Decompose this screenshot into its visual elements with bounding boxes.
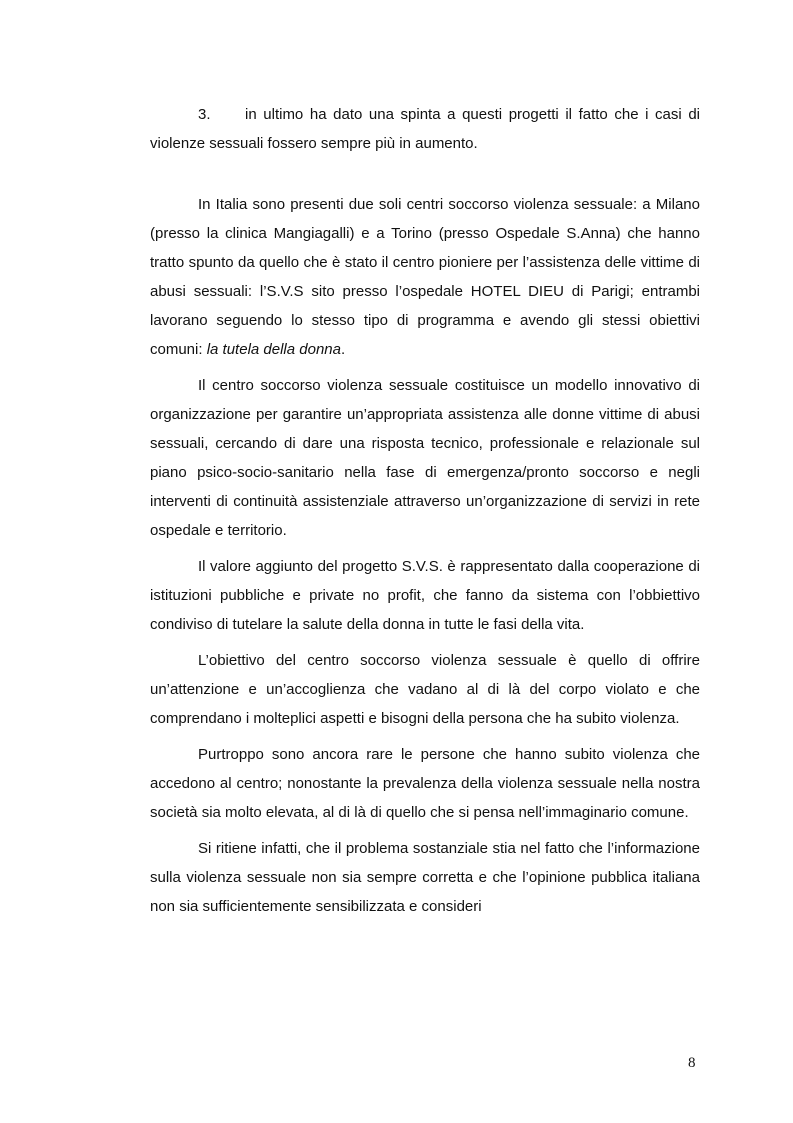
- paragraph-spacer: [150, 639, 700, 646]
- paragraph-innovative-model: Il centro soccorso violenza sessuale costituisce un modello innovativo di organizzazione per garantire un’appropriata assistenza alle donne vittime di abusi sessuali, cercando di dare una risposta tecnico, professionale e relazionale sul piano psico-socio-sanitario nella fase di emergenza/pronto soccorso e negli interventi di continuità assistenziale attraverso un’organizzazione di servizi in rete ospedale e territorio.: [150, 377, 700, 539]
- paragraph-objective: L’obiettivo del centro soccorso violenza sessuale è quello di offrire un’attenzione e un’accoglienza che vadano al di là del corpo violato e che comprendano i molteplici aspetti e bisogni della persona che ha subito violenza.: [150, 652, 700, 727]
- paragraph-spacer: [150, 364, 700, 371]
- document-page: [150, 100, 700, 1020]
- paragraph-spacer: [150, 545, 700, 552]
- paragraph-centers-italy: [150, 190, 700, 364]
- list-item-3: [150, 100, 700, 158]
- emphasis-text: la tutela della donna: [206, 341, 341, 358]
- section-spacer: [150, 158, 700, 190]
- page-number: 8: [688, 1055, 696, 1071]
- list-item-number: 3.: [198, 106, 211, 123]
- paragraph-spacer: [150, 733, 700, 740]
- paragraph-spacer: [150, 827, 700, 834]
- list-item-text: in ultimo ha dato una spinta a questi progetti il fatto che i casi di violenze sessuali fossero sempre più in aumento.: [150, 106, 700, 152]
- paragraph-rare-access: Purtroppo sono ancora rare le persone che hanno subito violenza che accedono al centro; nonostante la prevalenza della violenza sessuale nella nostra società sia molto elevata, al di là di quello che si pensa nell’immaginario comune.: [150, 746, 700, 821]
- paragraph-text-end: .: [340, 341, 346, 358]
- paragraph-text: In Italia sono presenti due soli centri soccorso violenza sessuale: a Milano (presso la clinica Mangiagalli) e a Torino (presso Ospedale S.Anna) che hanno tratto spunto da quello che è stato il centro pioniere per l’assistenza delle vittime di abusi sessuali: l’S.V.S sito presso l’ospedale HOTEL DIEU di Parigi; entrambi lavorano seguendo lo stesso tipo di programma e avendo gli stessi obiettivi comuni:: [150, 196, 700, 358]
- paragraph-added-value: Il valore aggiunto del progetto S.V.S. è rappresentato dalla cooperazione di istituzioni pubbliche e private no profit, che fanno da sistema con l’obbiettivo condiviso di tutelare la salute della donna in tutte le fasi della vita.: [150, 558, 700, 633]
- paragraph-information-problem: Si ritiene infatti, che il problema sostanziale stia nel fatto che l’informazione sulla violenza sessuale non sia sempre corretta e che l’opinione pubblica italiana non sia sufficientemente sensibilizzata e consideri: [150, 840, 700, 915]
